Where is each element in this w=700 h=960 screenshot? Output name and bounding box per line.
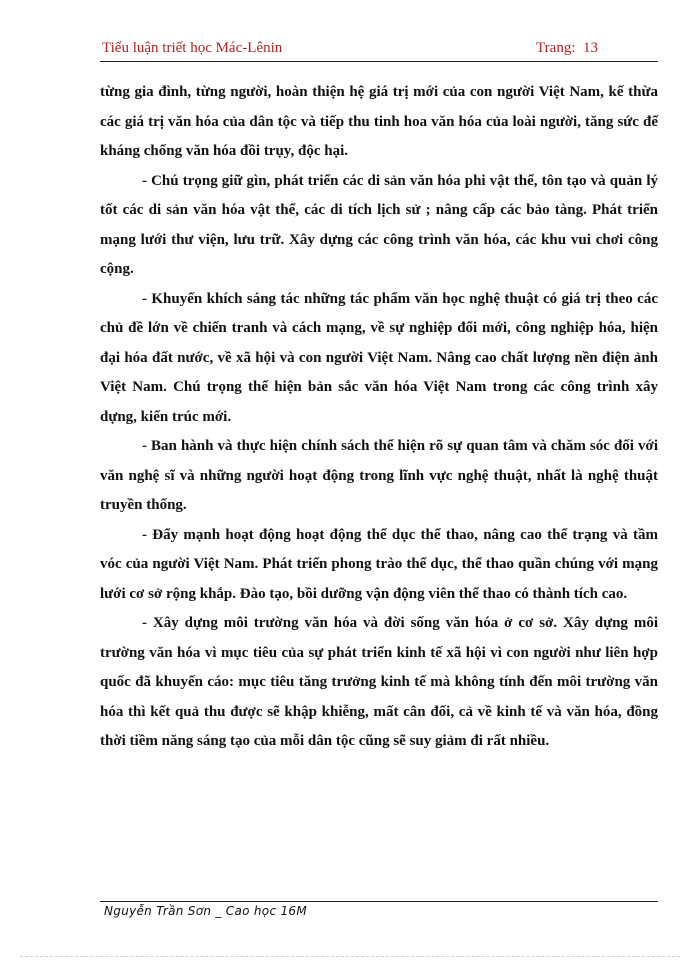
paragraph-6: - Xây dựng môi trường văn hóa và đời sống văn hóa ở cơ sở. Xây dựng môi trường văn hóa vì mục tiêu của sự phát triển kinh tế xã hội vì con người như liên hợp quốc đã khuyến cáo: mục tiêu tăng trưởng kinh tế mà không tính đến môi trường văn hóa thì kết quả thu được sẽ khập khiễng, mất cân đối, cả về kinh tế và văn hóa, đồng thời tiềm năng sáng tạo của mỗi dân tộc cũng sẽ suy giảm đi rất nhiều. — [100, 615, 658, 749]
document-title: Tiểu luận triết học Mác-Lênin — [102, 40, 283, 56]
paragraph-2: - Chú trọng giữ gìn, phát triển các di sản văn hóa phi vật thể, tôn tạo và quản lý tốt các di sản văn hóa vật thể, các di tích lịch sử ; nâng cấp các bảo tàng. Phát triển mạng lưới thư viện, lưu trữ. Xây dựng các công trình văn hóa, các khu vui chơi công cộng. — [100, 172, 658, 277]
header-divider — [100, 61, 658, 62]
paragraph-5: - Đẩy mạnh hoạt động hoạt động thể dục thể thao, nâng cao thể trạng và tầm vóc của người Việt Nam. Phát triển phong trào thể dục, thể thao quần chúng với mạng lưới cơ sở rộng khắp. Đào tạo, bồi dưỡng vận động viên thể thao có thành tích cao. — [100, 526, 658, 602]
footer-divider — [100, 901, 658, 902]
page-footer: Nguyễn Trần Sơn _ Cao học 16M — [104, 904, 307, 918]
page-boundary — [20, 956, 680, 957]
page-header — [100, 38, 658, 62]
paragraph-1: từng gia đình, từng người, hoàn thiện hệ giá trị mới của con người Việt Nam, kế thừa các giá trị văn hóa của dân tộc và tiếp thu tinh hoa văn hóa của loài người, tăng sức để kháng chống văn hóa đồi trụy, độc hại. — [100, 84, 658, 159]
page-number: 13 — [583, 40, 598, 56]
page-number-indicator — [536, 40, 598, 57]
paragraph-4: - Ban hành và thực hiện chính sách thể hiện rõ sự quan tâm và chăm sóc đối với văn nghệ sĩ và những người hoạt động trong lĩnh vực nghệ thuật, nhất là nghệ thuật truyền thống. — [100, 438, 658, 513]
body-text — [100, 78, 658, 757]
paragraph-3: - Khuyến khích sáng tác những tác phẩm văn học nghệ thuật có giá trị theo các chủ đề lớn về chiến tranh và cách mạng, về sự nghiệp đổi mới, công nghiệp hóa, hiện đại hóa đất nước, về xã hội và con người Việt Nam. Nâng cao chất lượng nền điện ảnh Việt Nam. Chú trọng thể hiện bản sắc văn hóa Việt Nam trong các công trình xây dựng, kiến trúc mới. — [100, 290, 658, 425]
page-label: Trang: — [536, 40, 576, 56]
